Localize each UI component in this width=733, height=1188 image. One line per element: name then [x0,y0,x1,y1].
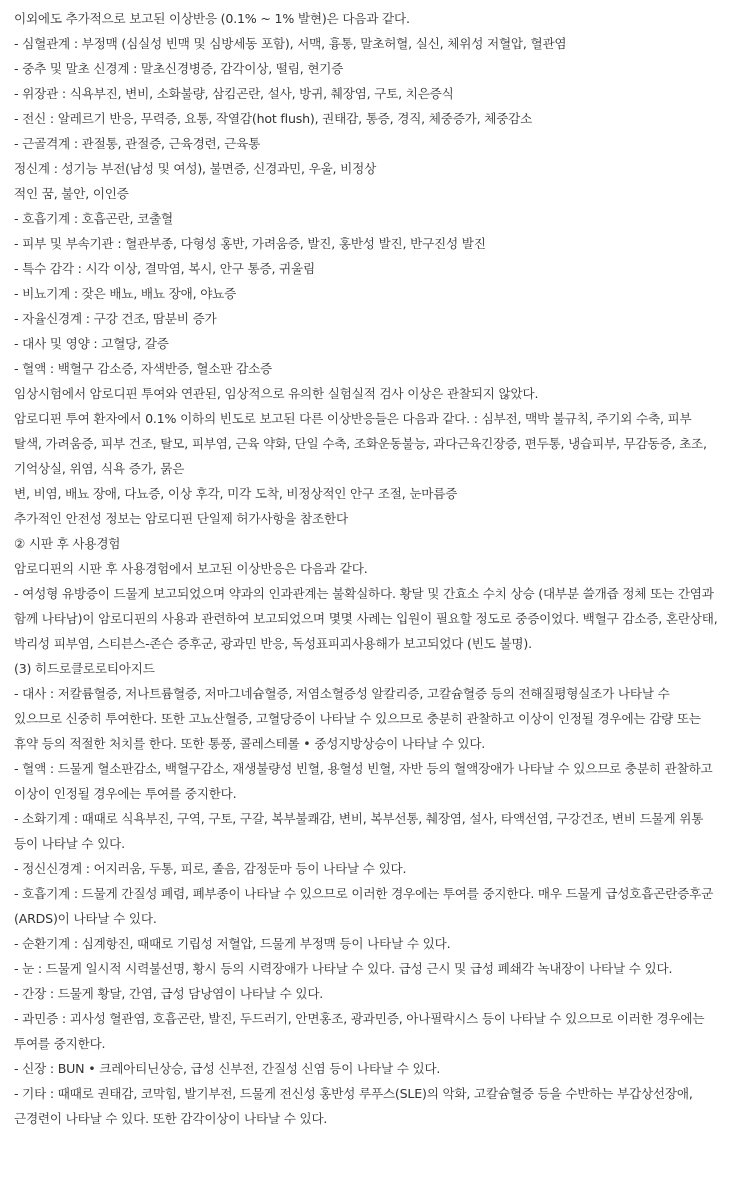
paragraph: - 과민증 : 괴사성 혈관염, 호흡곤란, 발진, 두드러기, 안면홍조, 광과민증, 아나필락시스 등이 나타날 수 있으므로 이러한 경우에는 투여를 중지한다. [14,1011,705,1051]
paragraph: 추가적인 안전성 정보는 암로디핀 단일제 허가사항을 참조한다 [14,511,348,526]
paragraph: - 혈액 : 백혈구 감소증, 자색반증, 혈소판 감소증 [14,361,272,376]
section-heading: (3) 히드로클로로티아지드 [14,661,155,676]
paragraph: - 순환기계 : 심계항진, 때때로 기립성 저혈압, 드물게 부정맥 등이 나타날 수 있다. [14,936,451,951]
paragraph: 이외에도 추가적으로 보고된 이상반응 (0.1% ~ 1% 발현)은 다음과 같다. [14,11,410,26]
paragraph: 정신계 : 성기능 부전(남성 및 여성), 불면증, 신경과민, 우울, 비정상 [14,161,377,176]
paragraph: - 근골격계 : 관절통, 관절증, 근육경련, 근육통 [14,136,261,151]
paragraph: - 대사 및 영양 : 고혈당, 갈증 [14,336,169,351]
paragraph: - 피부 및 부속기관 : 혈관부종, 다형성 홍반, 가려움증, 발진, 홍반성 발진, 반구진성 발진 [14,236,486,251]
paragraph: 변, 비염, 배뇨 장애, 다뇨증, 이상 후각, 미각 도착, 비정상적인 안구 조절, 눈마름증 [14,486,458,501]
paragraph: - 정신신경계 : 어지러움, 두통, 피로, 졸음, 감정둔마 등이 나타날 수 있다. [14,861,407,876]
paragraph: 암로디핀의 시판 후 사용경험에서 보고된 이상반응은 다음과 같다. [14,561,368,576]
paragraph: - 호흡기계 : 호흡곤란, 코출혈 [14,211,174,226]
paragraph: - 비뇨기계 : 잦은 배뇨, 배뇨 장애, 야뇨증 [14,286,237,301]
paragraph: - 중추 및 말초 신경계 : 말초신경병증, 감각이상, 떨림, 현기증 [14,61,344,76]
paragraph: - 혈액 : 드물게 혈소판감소, 백혈구감소, 재생불량성 빈혈, 용혈성 빈혈, 자반 등의 혈액장애가 나타날 수 있으므로 충분히 관찰하고 이상이 인정될 경우에는 투여를 중지한다. [14,761,713,801]
paragraph: 임상시험에서 암로디핀 투여와 연관된, 임상적으로 유의한 실험실적 검사 이상은 관찰되지 않았다. [14,386,539,401]
paragraph: 암로디핀 투여 환자에서 0.1% 이하의 빈도로 보고된 다른 이상반응들은 다음과 같다. : 심부전, 맥박 불규칙, 주기외 수축, 피부 탈색, 가려움증, 피부 건조, 탈모, 피부염, 근육 약화, 단일 수축, 조화운동불능, 과다근육긴장증, 편두통, 냉습피부, 무감동증, 초조, 기억상실, 위염, 식욕 증가, 묽은 [14,411,707,476]
paragraph: - 자율신경계 : 구강 건조, 땀분비 증가 [14,311,217,326]
paragraph: - 간장 : 드물게 황달, 간염, 급성 담낭염이 나타날 수 있다. [14,986,324,1001]
paragraph: - 신장 : BUN • 크레아티닌상승, 급성 신부전, 간질성 신염 등이 나타날 수 있다. [14,1061,441,1076]
paragraph: 적인 꿈, 불안, 이인증 [14,186,129,201]
paragraph: - 눈 : 드물게 일시적 시력불선명, 황시 등의 시력장애가 나타날 수 있다. 급성 근시 및 급성 폐쇄각 녹내장이 나타날 수 있다. [14,961,673,976]
paragraph: - 특수 감각 : 시각 이상, 결막염, 복시, 안구 통증, 귀울림 [14,261,315,276]
section-heading: ② 시판 후 사용경험 [14,536,121,551]
paragraph: - 소화기계 : 때때로 식욕부진, 구역, 구토, 구갈, 복부불쾌감, 변비, 복부선통, 췌장염, 설사, 타액선염, 구강건조, 변비 드물게 위통 등이 나타날 수 있다. [14,811,704,851]
paragraph: - 여성형 유방증이 드물게 보고되었으며 약과의 인과관계는 불확실하다. 황달 및 간효소 수치 상승 (대부분 쓸개즙 정체 또는 간염과 함께 나타남)이 암로디핀의 사용과 관련하여 보고되었으며 몇몇 사례는 입원이 필요할 정도로 중증이었다. 백혈구 감소증, 혼란상태, 박리성 피부염, 스티븐스-존슨 증후군, 광과민 반응, 독성표피괴사용해가 보고되었다 (빈도 불명). [14,586,718,651]
paragraph: - 호흡기계 : 드물게 간질성 폐렴, 폐부종이 나타날 수 있으므로 이러한 경우에는 투여를 중지한다. 매우 드물게 급성호흡곤란증후군(ARDS)이 나타날 수 있다. [14,886,714,926]
paragraph: - 위장관 : 식욕부진, 변비, 소화불량, 삼킴곤란, 설사, 방귀, 췌장염, 구토, 치은증식 [14,86,454,101]
paragraph: - 대사 : 저칼륨혈증, 저나트륨혈증, 저마그네슘혈증, 저염소혈증성 알칼리증, 고칼슘혈증 등의 전해질평형실조가 나타날 수 있으므로 신중히 투여한다. 또한 고뇨산혈증, 고혈당증이 나타날 수 있으므로 충분히 관찰하고 이상이 인정될 경우에는 감량 또는 휴약 등의 적절한 처치를 한다. 또한 통풍, 콜레스테롤 • 중성지방상승이 나타날 수 있다. [14,686,701,751]
paragraph: - 기타 : 때때로 권태감, 코막힘, 발기부전, 드물게 전신성 홍반성 루푸스(SLE)의 악화, 고칼슘혈증 등을 수반하는 부갑상선장애, 근경련이 나타날 수 있다. 또한 감각이상이 나타날 수 있다. [14,1086,693,1126]
paragraph: - 전신 : 알레르기 반응, 무력증, 요통, 작열감(hot flush), 권태감, 통증, 경직, 체중증가, 체중감소 [14,111,533,126]
paragraph: - 심혈관계 : 부정맥 (심실성 빈맥 및 심방세동 포함), 서맥, 흉통, 말초허혈, 실신, 체위성 저혈압, 혈관염 [14,36,567,51]
